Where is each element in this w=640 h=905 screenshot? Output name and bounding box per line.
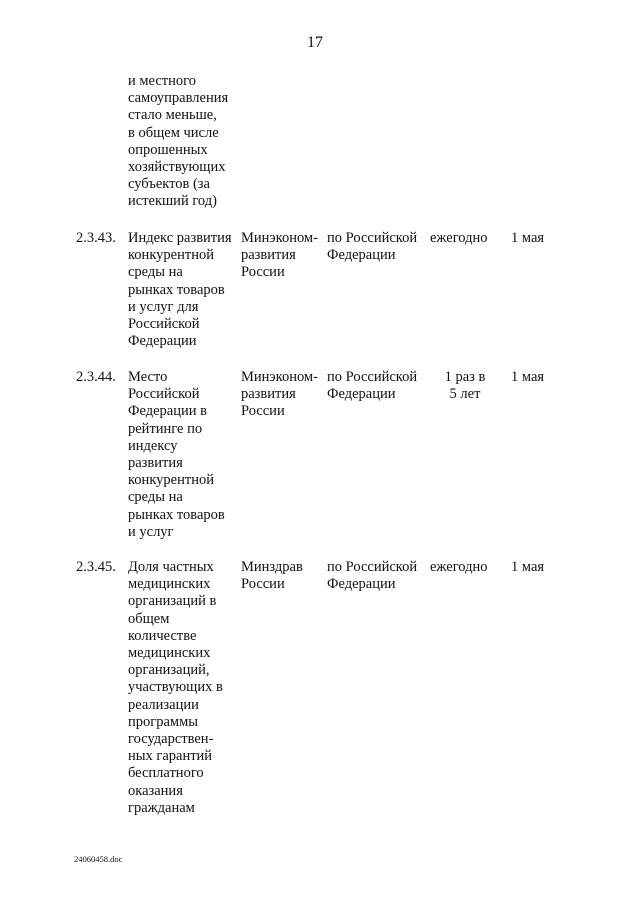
indicator-name: Индекс развития конкурентной среды на рынках товаров и услуг для Российской Федерации (128, 230, 232, 350)
row-number: 2.3.45. (76, 559, 116, 575)
responsible-agency: Минэконом- развития России (241, 230, 318, 281)
responsible-agency: Минэконом- развития России (241, 369, 318, 420)
deadline-date: 1 мая (511, 559, 545, 575)
row-number: 2.3.43. (76, 230, 116, 246)
footer-filename: 24060458.doc (74, 854, 123, 864)
data-level: по Российской Федерации (327, 559, 418, 593)
responsible-agency: Минздрав России (241, 559, 303, 593)
frequency: ежегодно (430, 230, 488, 246)
deadline-date: 1 мая (511, 230, 545, 246)
row-number: 2.3.44. (76, 369, 116, 385)
deadline-date: 1 мая (511, 369, 545, 385)
indicator-name: Доля частных медицинских организаций в общем количестве медицинских организаций, участвующих в реализации программы государствен- ных гарантий бесплатного оказания гражданам (128, 559, 223, 816)
page-number: 17 (307, 34, 323, 51)
continuation-indicator-name: и местного самоуправления стало меньше, в общем числе опрошенных хозяйствующих субъектов (за истекший год) (128, 73, 229, 210)
data-level: по Российской Федерации (327, 230, 418, 264)
indicator-name: Место Российской Федерации в рейтинге по индексу развития конкурентной среды на рынках товаров и услуг (128, 369, 225, 540)
data-level: по Российской Федерации (327, 369, 418, 403)
frequency: 1 раз в 5 лет (444, 369, 486, 403)
frequency: ежегодно (430, 559, 488, 575)
